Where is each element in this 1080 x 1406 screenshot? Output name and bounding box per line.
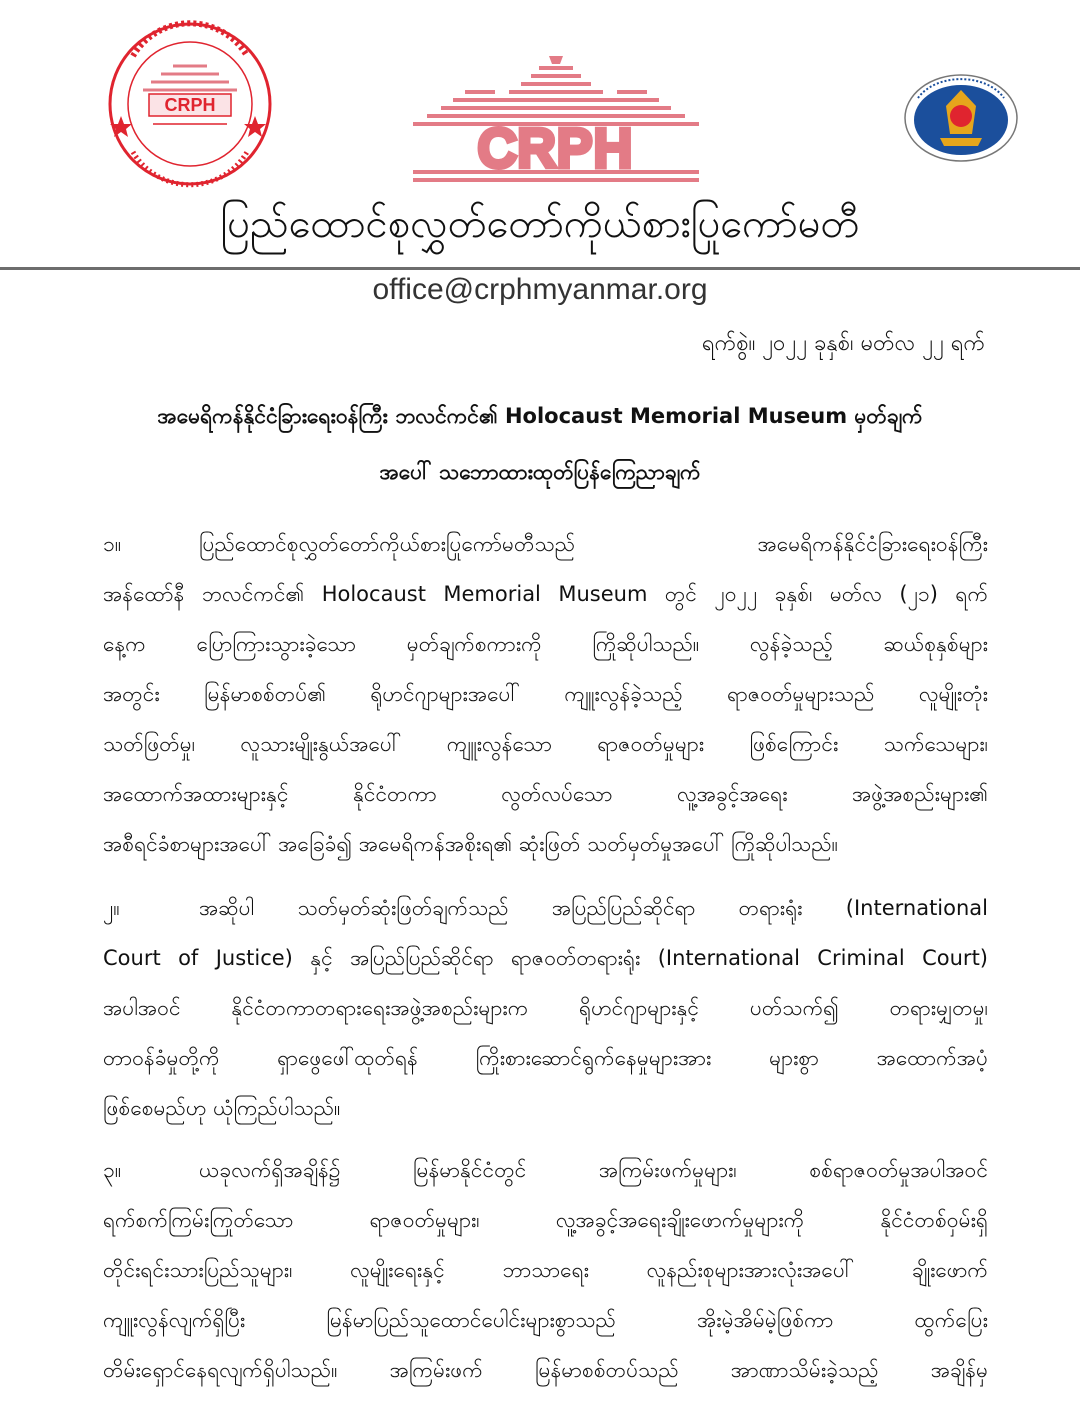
- paragraph-3: [103, 1150, 988, 1400]
- paragraph-line: တိမ်းရှောင်နေရလျက်ရှိပါသည်။ အကြမ်းဖက် မြန်မာစစ်တပ်သည် အာဏာသိမ်းခဲ့သည့် အချိန်မှ: [103, 1358, 988, 1382]
- paragraph-line: အထောက်အထားများနှင့် နိုင်ငံတကာ လွတ်လပ်သော လူ့အခွင့်အရေး အဖွဲ့အစည်းများ၏: [103, 782, 988, 806]
- document-date: ရက်စွဲ။ ၂၀၂၂ ခုနှစ်၊ မတ်လ ၂၂ ရက်: [702, 331, 985, 356]
- crph-seal-icon: [103, 20, 277, 188]
- paragraph-number: ၁။: [103, 532, 122, 556]
- paragraph-line: ကျူးလွန်လျက်ရှိပြီး မြန်မာပြည်သူထောင်ပေါင်းများစွာသည် အိုးမဲ့အိမ်မဲ့ဖြစ်ကာ ထွက်ပြေး: [103, 1308, 988, 1332]
- paragraph-line: အန်ထော်နီ ဘလင်ကင်၏ Holocaust Memorial Museum တွင် ၂၀၂၂ ခုနှစ်၊ မတ်လ (၂၁) ရက်: [103, 582, 988, 606]
- paragraph-line: သတ်ဖြတ်မှု၊ လူသားမျိုးနွယ်အပေါ် ကျူးလွန်သော ရာဇဝတ်မှုများ ဖြစ်ကြောင်း သက်သေများ၊: [103, 732, 988, 756]
- crph-logo: [413, 56, 699, 188]
- paragraph-line: ၂။ အဆိုပါ သတ်မှတ်ဆုံးဖြတ်ချက်သည် အပြည်ပြည်ဆိုင်ရာ တရားရုံး (International: [103, 888, 988, 938]
- paragraph-line: ၁။ ပြည်ထောင်စုလွှတ်တော်ကိုယ်စားပြုကော်မတီသည် အမေရိကန်နိုင်ငံခြားရေးဝန်ကြီး: [103, 524, 988, 574]
- statement-title-line-1: အမေရိကန်နိုင်ငံခြားရေးဝန်ကြီး ဘလင်ကင်၏ Holocaust Memorial Museum မှတ်ချက်: [157, 404, 923, 428]
- paragraph-line: Court of Justice) နှင့် အပြည်ပြည်ဆိုင်ရာ ရာဇဝတ်တရားရုံး (International Criminal Court): [103, 946, 988, 970]
- left-seal-logo-text: CRPH: [164, 95, 216, 115]
- paragraph-number: ၂။: [103, 896, 120, 920]
- paragraph-1: [103, 524, 988, 874]
- org-name: ပြည်ထောင်စုလွှတ်တော်ကိုယ်စားပြုကော်မတီ: [220, 201, 860, 247]
- paragraph-2: [103, 888, 988, 1138]
- state-emblem-icon: [902, 72, 1020, 164]
- paragraph-number: ၃။: [103, 1158, 122, 1182]
- statement-title-line-2: အပေါ် သဘောထားထုတ်ပြန်ကြေညာချက်: [379, 460, 701, 484]
- paragraph-line: တိုင်းရင်းသားပြည်သူများ၊ လူမျိုးရေးနှင့် ဘာသာရေး လူနည်းစုများအားလုံးအပေါ် ချိုးဖောက်: [103, 1258, 988, 1282]
- paragraph-line: တာဝန်ခံမှုတို့ကို ရှာဖွေဖေါ်ထုတ်ရန် ကြိုးစားဆောင်ရွက်နေမှုများအား များစွာ အထောက်အပံ့: [103, 1046, 988, 1070]
- paragraph-line: နေ့က ပြောကြားသွားခဲ့သော မှတ်ချက်စကားကို ကြိုဆိုပါသည်။ လွန်ခဲ့သည့် ဆယ်စုနှစ်များ: [103, 632, 988, 656]
- paragraph-line: ၃။ ယခုလက်ရှိအချိန်၌ မြန်မာနိုင်ငံတွင် အကြမ်းဖက်မှုများ၊ စစ်ရာဇဝတ်မှုအပါအဝင်: [103, 1150, 988, 1200]
- contact-email[interactable]: office@crphmyanmar.org: [372, 273, 708, 306]
- paragraph-line: အစီရင်ခံစာများအပေါ် အခြေခံ၍ အမေရိကန်အစိုးရ၏ ဆုံးဖြတ် သတ်မှတ်မှုအပေါ် ကြိုဆိုပါသည်။: [103, 832, 839, 856]
- paragraph-line: အပါအဝင် နိုင်ငံတကာတရားရေးအဖွဲ့အစည်းများက ရိုဟင်ဂျာများနှင့် ပတ်သက်၍ တရားမျှတမှု၊: [103, 996, 988, 1020]
- logo-text: CRPH: [478, 120, 634, 178]
- paragraph-line: ဖြစ်စေမည်ဟု ယုံကြည်ပါသည်။: [103, 1096, 341, 1120]
- paragraph-line: အတွင်း မြန်မာစစ်တပ်၏ ရိုဟင်ဂျာများအပေါ် ကျူးလွန်ခဲ့သည့် ရာဇဝတ်မှုများသည် လူမျိုးတုံး: [103, 682, 988, 706]
- paragraph-line: ရက်စက်ကြမ်းကြုတ်သော ရာဇဝတ်မှုများ၊ လူ့အခွင့်အရေးချိုးဖောက်မှုများကို နိုင်ငံတစ်ဝှမ်းရှိ: [103, 1208, 988, 1232]
